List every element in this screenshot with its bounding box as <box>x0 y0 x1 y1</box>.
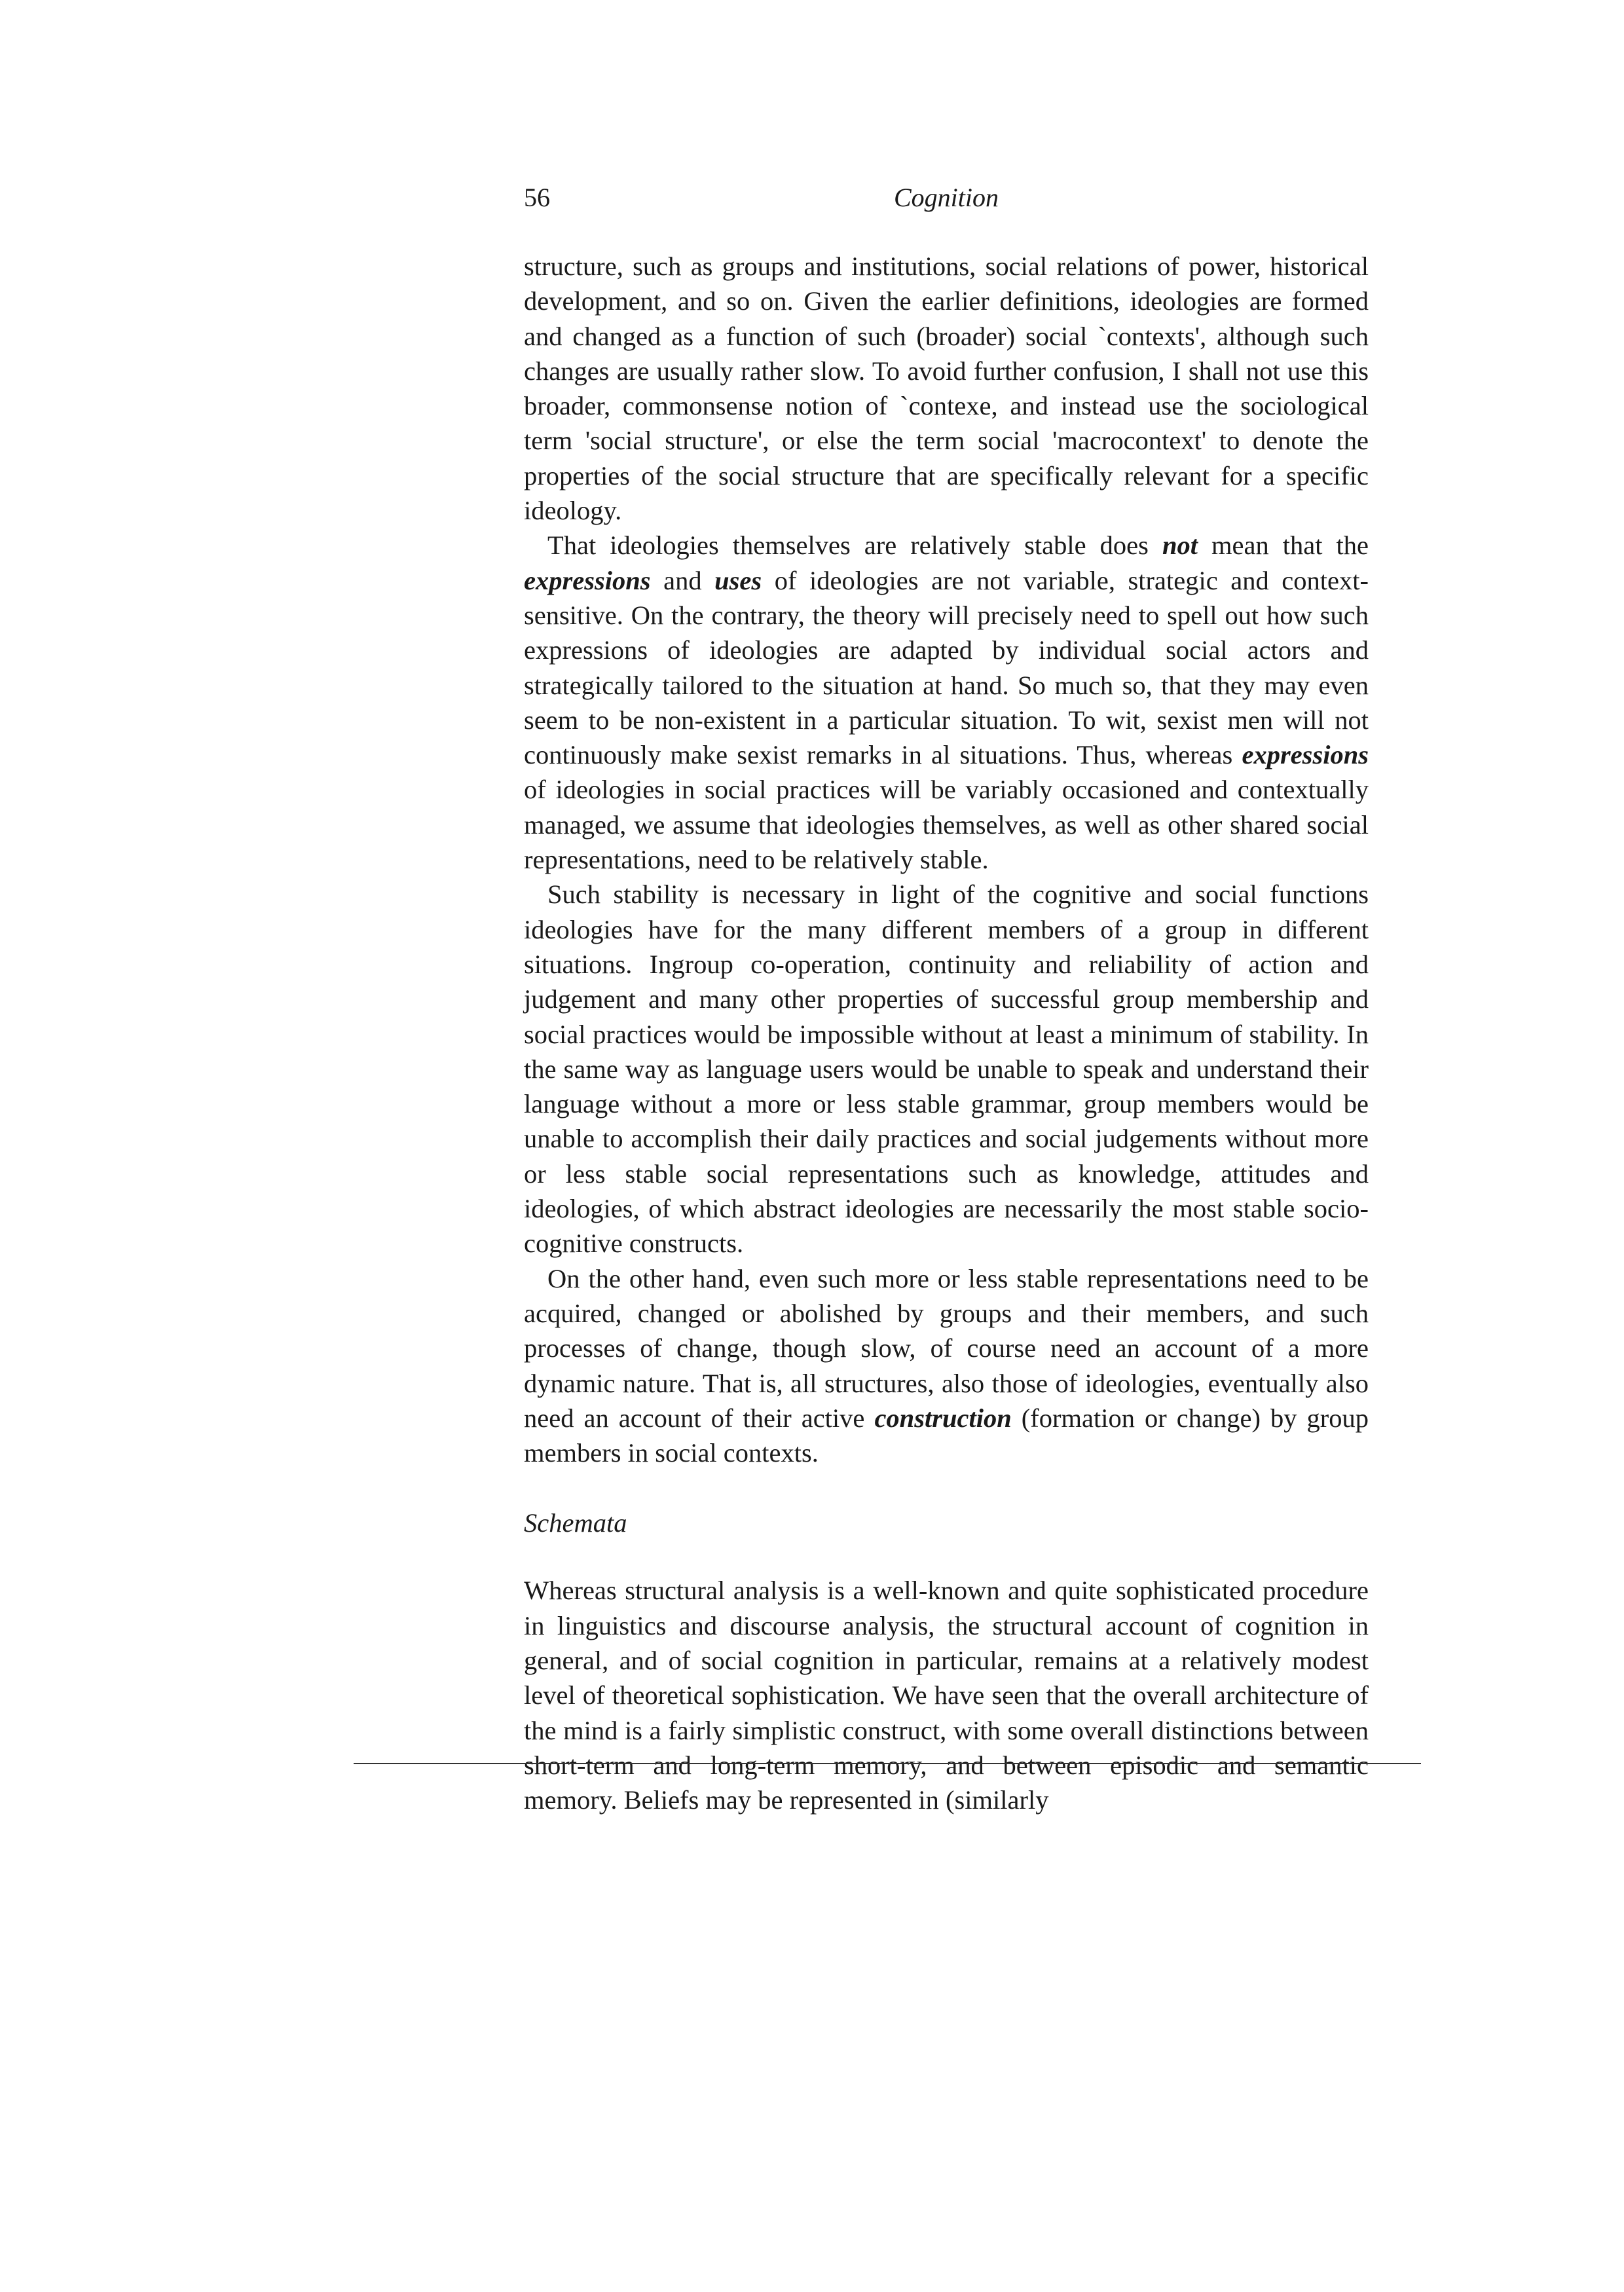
emphasis-expressions: expressions <box>1242 740 1369 770</box>
emphasis-uses: uses <box>714 565 762 595</box>
bottom-rule <box>354 1763 1421 1764</box>
page-number: 56 <box>524 183 550 212</box>
paragraph-4-text: On the other hand, even such more or less stable representations need to be acquired, changed or abolished by groups and their members, and such processes of change, though slow, of course need an account of a more dynamic nature. That is, all structures, also those of ideologies, eventually also need an account of their active <box>524 1263 1369 1433</box>
body-text <box>524 249 1369 1817</box>
running-head <box>524 178 1369 217</box>
paragraph-4-text: (formation or change) by group members in social contexts. <box>524 1403 1369 1468</box>
paragraph-2-text: of ideologies in social practices will be variably occasioned and contextually managed, we assume that ideologies themselves, as well as other shared social representations, need to be relatively stable. <box>524 775 1369 875</box>
emphasis-not: not <box>1162 530 1198 561</box>
paragraph-2 <box>524 528 1369 877</box>
paragraph-2-text: of ideologies are not variable, strategic and context-sensitive. On the contrary, the theory will precisely need to spell out how such expressions of ideologies are adapted by individual social actors and strategically tailored to the situation at hand. So much so, that they may even seem to be non-existent in a particular situation. To wit, sexist men will not continuously make sexist remarks in al situations. Thus, whereas <box>524 565 1369 770</box>
emphasis-expressions: expressions <box>524 565 651 595</box>
paragraph-5: Whereas structural analysis is a well-known and quite sophisticated procedure in linguistics and discourse analysis, the structural account of cognition in general, and of social cognition in particular, remains at a relatively modest level of theoretical sophistication. We have seen that the overall architecture of the mind is a fairly simplistic construct, with some overall distinctions between short-term and long-term memory, and between episodic and semantic memory. Beliefs may be represented in (similarly <box>524 1576 1369 1815</box>
paragraph-2-text: and <box>650 565 715 595</box>
paragraph-3: Such stability is necessary in light of the cognitive and social functions ideologies have for the many different members of a group in different situations. Ingroup co-operation, continuity and reliability of action and judgement and many other properties of successful group membership and social practices would be impossible without at least a minimum of stability. In the same way as language users would be unable to speak and understand their language without a more or less stable grammar, group members would be unable to accomplish their daily practices and social judgements without more or less stable social representations such as knowledge, attitudes and ideologies, of which abstract ideologies are necessarily the most stable socio-cognitive constructs. <box>524 879 1369 1259</box>
paragraph-2-text: That ideologies themselves are relatively stable does <box>547 530 1162 561</box>
paragraph-1: structure, such as groups and institutions, social relations of power, historical development, and so on. Given the earlier definitions, ideologies are formed and changed as a function of such (broader) social `contexts', although such changes are usually rather slow. To avoid further confusion, I shall not use this broader, commonsense notion of `contexe, and instead use the sociological term 'social structure', or else the term social 'macrocontext' to denote the properties of the social structure that are specifically relevant for a specific ideology. <box>524 251 1369 526</box>
running-title: Cognition <box>893 183 999 212</box>
paragraph-4 <box>524 1261 1369 1471</box>
emphasis-construction: construction <box>874 1403 1012 1433</box>
section-heading: Schemata <box>524 1508 627 1538</box>
paragraph-2-text: mean that the <box>1197 530 1369 561</box>
